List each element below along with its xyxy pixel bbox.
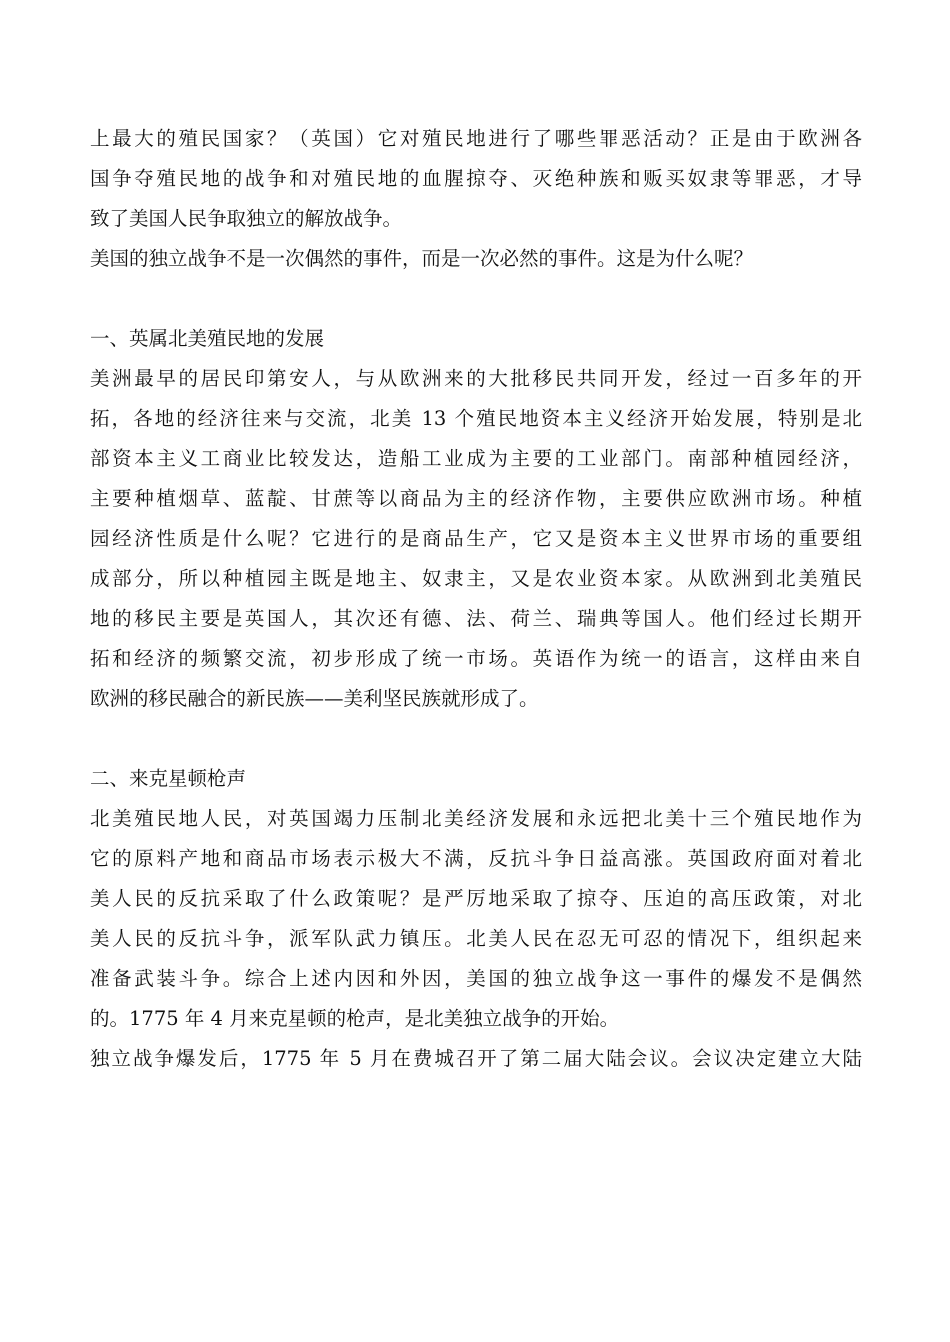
- section-2-continuation: 独立战争爆发后，1775 年 5 月在费城召开了第二届大陆会议。会议决定建立大陆: [90, 1047, 862, 1070]
- section-2-line-2: 它的原料产地和商品市场表示极大不满，反抗斗争日益高涨。英国政府面对着北: [90, 847, 862, 870]
- section-1-line-2: 拓，各地的经济往来与交流，北美 13 个殖民地资本主义经济开始发展，特别是北: [90, 407, 862, 430]
- intro-line-1: 上最大的殖民国家？（英国）它对殖民地进行了哪些罪恶活动？正是由于欧洲各: [90, 127, 862, 150]
- section-1-line-4: 主要种植烟草、蓝靛、甘蔗等以商品为主的经济作物，主要供应欧洲市场。种植: [90, 487, 862, 510]
- intro-statement: 美国的独立战争不是一次偶然的事件，而是一次必然的事件。这是为什么呢？: [90, 247, 754, 270]
- section-2-line-5: 准备武装斗争。综合上述内因和外因，美国的独立战争这一事件的爆发不是偶然: [90, 967, 862, 990]
- section-1-line-1: 美洲最早的居民印第安人，与从欧洲来的大批移民共同开发，经过一百多年的开: [90, 367, 862, 390]
- section-2-line-6: 的。1775 年 4 月来克星顿的枪声，是北美独立战争的开始。: [90, 1007, 620, 1030]
- section-2-line-4: 美人民的反抗斗争，派军队武力镇压。北美人民在忍无可忍的情况下，组织起来: [90, 927, 862, 950]
- section-1-line-3: 部资本主义工商业比较发达，造船工业成为主要的工业部门。南部种植园经济，: [90, 447, 862, 470]
- paragraph-spacer: [90, 719, 862, 759]
- intro-line-3: 致了美国人民争取独立的解放战争。: [90, 207, 403, 230]
- section-1-line-6: 成部分，所以种植园主既是地主、奴隶主，又是农业资本家。从欧洲到北美殖民: [90, 567, 862, 590]
- intro-line-2: 国争夺殖民地的战争和对殖民地的血腥掠夺、灭绝种族和贩买奴隶等罪恶，才导: [90, 167, 862, 190]
- section-2-line-3: 美人民的反抗采取了什么政策呢？是严厉地采取了掠夺、压迫的高压政策，对北: [90, 887, 862, 910]
- section-2-heading: 二、来克星顿枪声: [90, 767, 247, 790]
- document-body: [90, 119, 862, 1079]
- section-1-heading: 一、英属北美殖民地的发展: [90, 327, 325, 350]
- section-1-line-7: 地的移民主要是英国人，其次还有德、法、荷兰、瑞典等国人。他们经过长期开: [90, 607, 862, 630]
- section-2-line-1: 北美殖民地人民，对英国竭力压制北美经济发展和永远把北美十三个殖民地作为: [90, 807, 862, 830]
- section-1-line-8: 拓和经济的频繁交流，初步形成了统一市场。英语作为统一的语言，这样由来自: [90, 647, 862, 670]
- section-1-line-5: 园经济性质是什么呢？它进行的是商品生产，它又是资本主义世界市场的重要组: [90, 527, 862, 550]
- paragraph-spacer: [90, 279, 862, 319]
- section-1-line-9: 欧洲的移民融合的新民族——美利坚民族就形成了。: [90, 687, 539, 710]
